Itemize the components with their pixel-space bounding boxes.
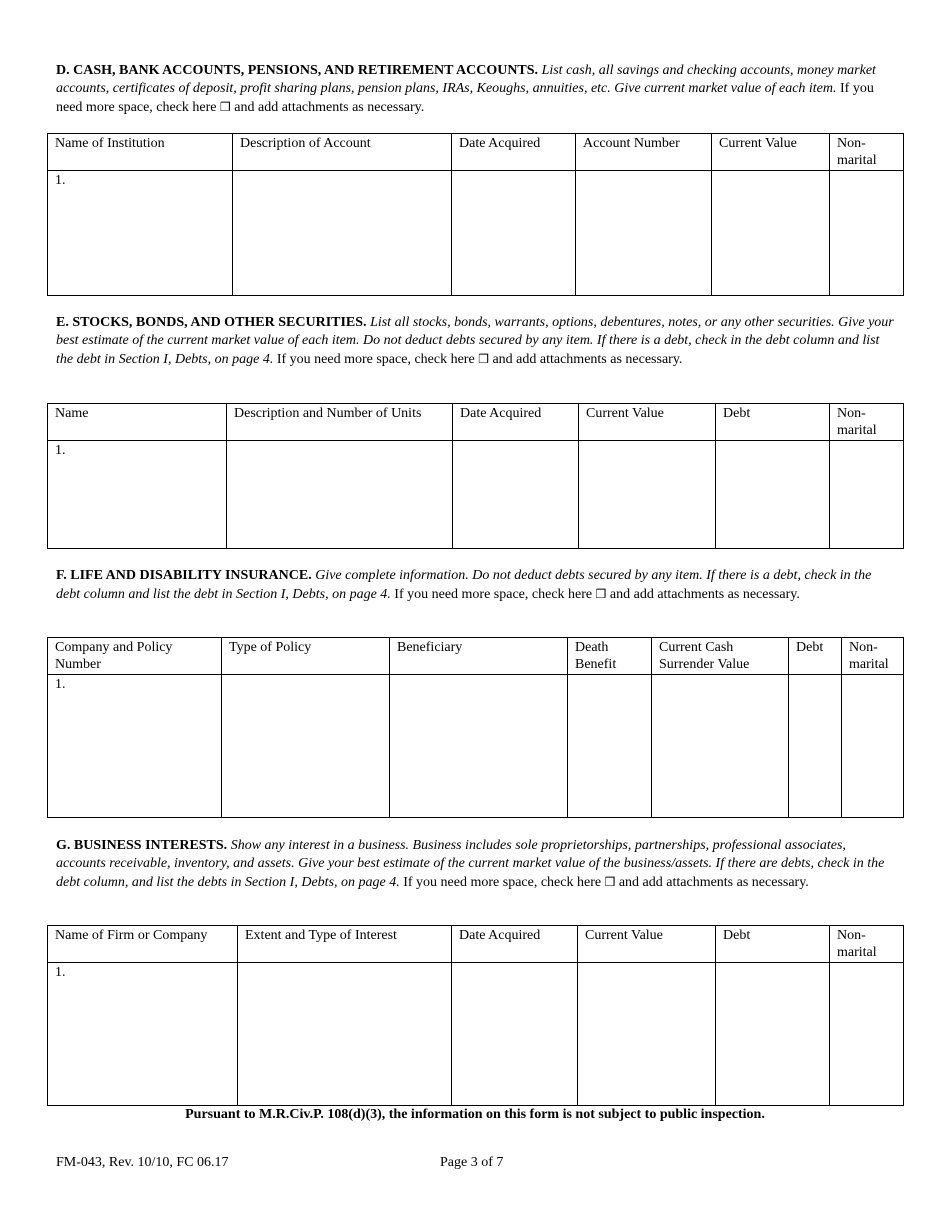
entry-cell[interactable] (233, 171, 452, 296)
entry-cell[interactable] (452, 963, 578, 1106)
column-header: Non-marital (830, 134, 904, 171)
row-number: 1. (55, 173, 66, 188)
column-header: Name (48, 404, 227, 441)
column-header: Current Value (712, 134, 830, 171)
table-row (48, 963, 904, 1106)
column-header: Date Acquired (453, 404, 579, 441)
section-d-more-space: If you need more space, check here (56, 81, 874, 115)
section-d-table (47, 133, 904, 296)
entry-cell[interactable] (712, 171, 830, 296)
entry-cell[interactable] (238, 963, 452, 1106)
entry-cell[interactable] (579, 441, 716, 549)
column-header: Date Acquired (452, 134, 576, 171)
section-d-heading: D. CASH, BANK ACCOUNTS, PENSIONS, AND RETIREMENT ACCOUNTS. (56, 63, 539, 78)
column-header: Current Cash Surrender Value (652, 638, 789, 675)
entry-cell[interactable] (568, 675, 652, 818)
table-header-row (48, 404, 904, 441)
column-header: Extent and Type of Interest (238, 926, 452, 963)
entry-cell[interactable] (789, 675, 842, 818)
entry-cell[interactable] (830, 171, 904, 296)
entry-cell[interactable] (842, 675, 904, 818)
column-header: Beneficiary (390, 638, 568, 675)
form-id: FM-043, Rev. 10/10, FC 06.17 (56, 1155, 229, 1170)
column-header: Debt (789, 638, 842, 675)
column-header: Death Benefit (568, 638, 652, 675)
entry-cell[interactable] (227, 441, 453, 549)
section-f-table (47, 637, 904, 818)
section-f-more-space: If you need more space, check here (394, 587, 593, 602)
section-e-instructions (56, 314, 896, 369)
table-row (48, 675, 904, 818)
section-g-tail: and add attachments as necessary. (618, 875, 809, 890)
section-g-table (47, 925, 904, 1106)
table-header-row (48, 926, 904, 963)
entry-cell[interactable] (830, 963, 904, 1106)
table-header-row (48, 638, 904, 675)
table-row (48, 171, 904, 296)
section-g-more-space: If you need more space, check here (403, 875, 602, 890)
confidentiality-notice: Pursuant to M.R.Civ.P. 108(d)(3), the information on this form is not subject to public inspection. (185, 1107, 765, 1122)
section-e-heading: E. STOCKS, BONDS, AND OTHER SECURITIES. (56, 315, 367, 330)
section-e-more-space-checkbox[interactable]: ❒ (478, 352, 489, 366)
section-d-more-space-checkbox[interactable]: ❒ (220, 100, 231, 114)
entry-cell[interactable] (48, 171, 233, 296)
section-f-heading: F. LIFE AND DISABILITY INSURANCE. (56, 568, 312, 583)
entry-cell[interactable] (390, 675, 568, 818)
entry-cell[interactable] (222, 675, 390, 818)
section-g-italic: Show any interest in a business. Business includes sole proprietorships, partnerships, professional associates, accounts receivable, inventory, and assets. Give your best estimate of the current market value of the business/assets. If there are debts, check in the debt column, and list the debts in Section I, Debts, on page 4. (56, 838, 885, 890)
column-header: Date Acquired (452, 926, 578, 963)
entry-cell[interactable] (48, 441, 227, 549)
row-number: 1. (55, 443, 66, 458)
entry-cell[interactable] (453, 441, 579, 549)
entry-cell[interactable] (576, 171, 712, 296)
section-f-instructions (56, 567, 896, 604)
column-header: Company and Policy Number (48, 638, 222, 675)
section-f-tail: and add attachments as necessary. (609, 587, 800, 602)
row-number: 1. (55, 965, 66, 980)
section-f-more-space-checkbox[interactable]: ❒ (595, 587, 607, 601)
section-g-heading: G. BUSINESS INTERESTS. (56, 838, 228, 853)
section-g-more-space-checkbox[interactable]: ❒ (604, 875, 616, 889)
section-g-instructions (56, 837, 896, 892)
entry-cell[interactable] (830, 441, 904, 549)
section-e-table (47, 403, 904, 549)
column-header: Non-marital (830, 404, 904, 441)
section-d-italic: List cash, all savings and checking accounts, money market accounts, certificates of deposit, profit sharing plans, pension plans, IRAs, Keoughs, annuities, etc. Give current market value of each item. (56, 63, 876, 96)
table-header-row (48, 134, 904, 171)
section-f-italic: Give complete information. Do not deduct debts secured by any item. If there is a debt, check in the debt column and list the debt in Section I, Debts, on page 4. (56, 568, 872, 602)
page-number: Page 3 of 7 (440, 1155, 504, 1170)
section-e-tail: and add attachments as necessary. (492, 352, 683, 367)
column-header: Description and Number of Units (227, 404, 453, 441)
table-row (48, 441, 904, 549)
column-header: Debt (716, 926, 830, 963)
column-header: Name of Institution (48, 134, 233, 171)
entry-cell[interactable] (578, 963, 716, 1106)
column-header: Account Number (576, 134, 712, 171)
column-header: Description of Account (233, 134, 452, 171)
column-header: Type of Policy (222, 638, 390, 675)
row-number: 1. (55, 677, 66, 692)
entry-cell[interactable] (716, 441, 830, 549)
column-header: Current Value (578, 926, 716, 963)
entry-cell[interactable] (716, 963, 830, 1106)
column-header: Current Value (579, 404, 716, 441)
column-header: Non-marital (830, 926, 904, 963)
section-d-tail: and add attachments as necessary. (234, 100, 425, 115)
column-header: Debt (716, 404, 830, 441)
entry-cell[interactable] (652, 675, 789, 818)
column-header: Non-marital (842, 638, 904, 675)
section-d-instructions (56, 62, 896, 117)
column-header: Name of Firm or Company (48, 926, 238, 963)
entry-cell[interactable] (452, 171, 576, 296)
entry-cell[interactable] (48, 963, 238, 1106)
section-e-italic: List all stocks, bonds, warrants, options, debentures, notes, or any other securities. Give your best estimate of the current market value of each item. Do not deduct debts secured by any item. If there is a debt, check in the debt column and list the debt in Section I, Debts, on page 4. (56, 315, 894, 367)
section-e-more-space: If you need more space, check here (276, 352, 475, 367)
entry-cell[interactable] (48, 675, 222, 818)
